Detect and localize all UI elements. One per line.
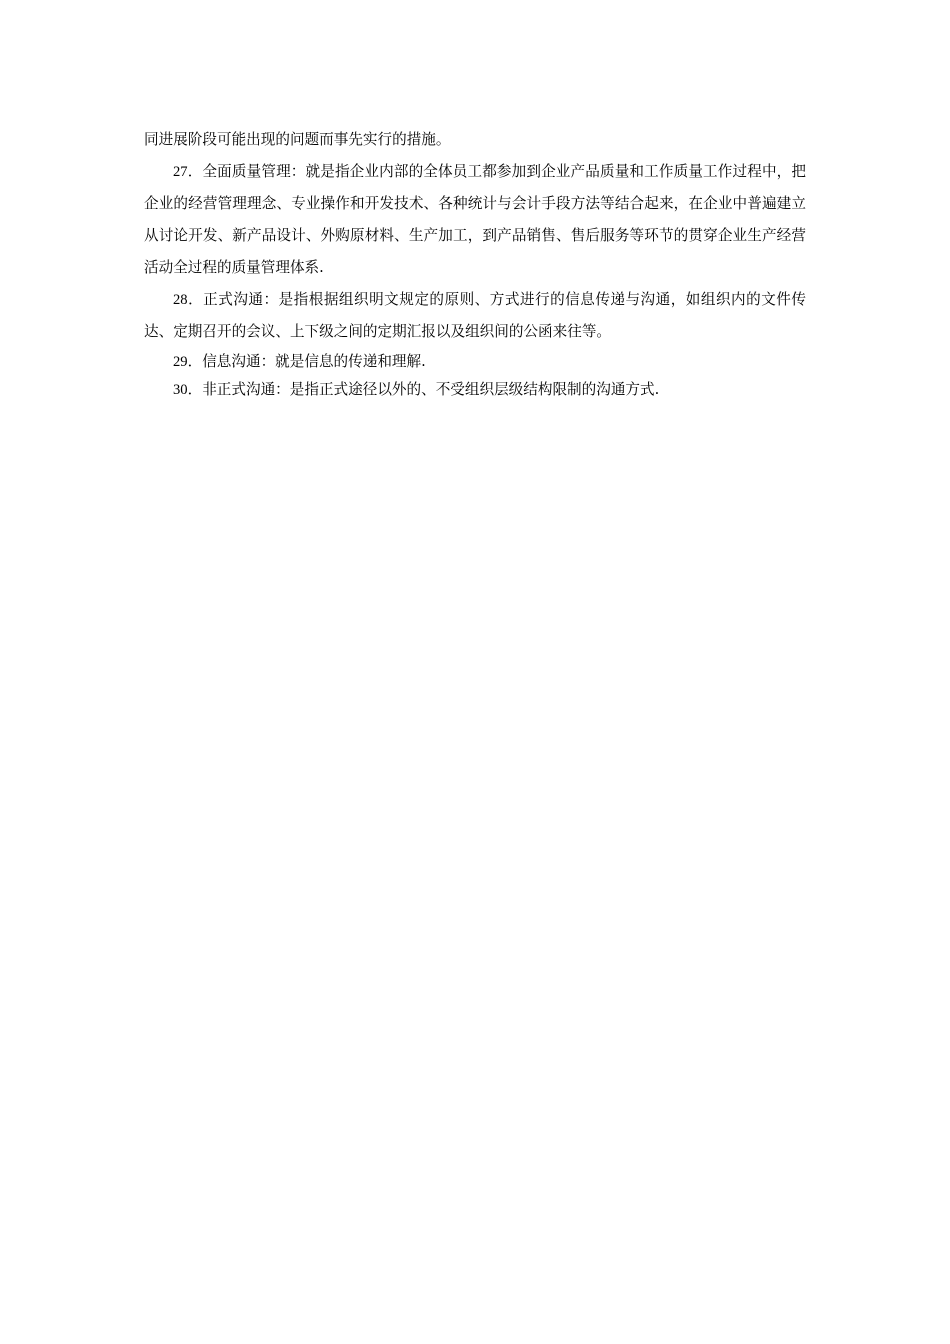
- item-number: 27．: [173, 164, 203, 180]
- paragraph-text: 同进展阶段可能出现的问题而事先实行的措施。: [144, 131, 451, 148]
- paragraph-text: 非正式沟通：是指正式途径以外的、不受组织层级结构限制的沟通方式.: [202, 381, 660, 398]
- definition-28-paragraph: [144, 284, 806, 348]
- paragraph-text: 正式沟通：是指根据组织明文规定的原则、方式进行的信息传递与沟通，如组织内的文件传达、定期召开的会议、上下级之间的定期汇报以及组织间的公函来往等。: [144, 291, 806, 340]
- item-number: 28．: [173, 292, 204, 308]
- paragraph-text: 全面质量管理：就是指企业内部的全体员工都参加到企业产品质量和工作质量工作过程中，把企业的经营管理理念、专业操作和开发技术、各种统计与会计手段方法等结合起来，在企业中普遍建立从讨论开发、新产品设计、外购原材料、生产加工，到产品销售、售后服务等环节的贯穿企业生产经营活动全过程的质量管理体系.: [144, 163, 806, 276]
- item-number: 30．: [173, 382, 203, 398]
- document-body: [144, 124, 806, 404]
- paragraph-text: 信息沟通：就是信息的传递和理解.: [202, 353, 426, 370]
- definition-29-paragraph: [144, 348, 806, 376]
- item-number: 29．: [173, 354, 203, 370]
- definition-30-paragraph: [144, 376, 806, 404]
- paragraph-continuation: [144, 124, 806, 156]
- definition-27-paragraph: [144, 156, 806, 284]
